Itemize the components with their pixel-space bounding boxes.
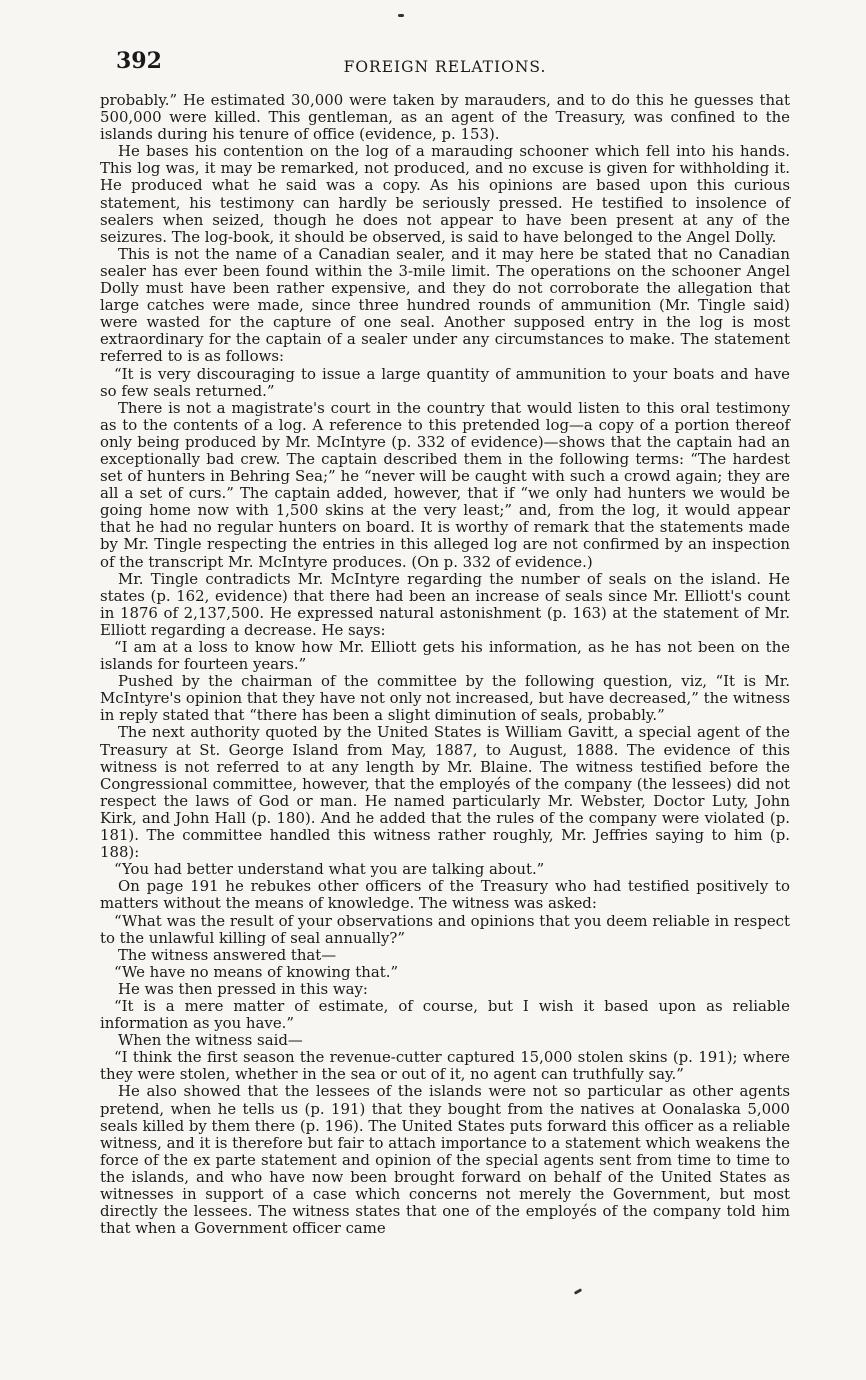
- paragraph: He bases his contention on the log of a marauding schooner which fell into his hands. This log was, it may be remarked, not produced, and no excuse is given for withholding it. He produced what he said was a copy. As his opinions are based upon this curious statement, his testimony can hardly be seriously pressed. He testified to insolence of sealers when seized, though he does not appear to have been present at any of the seizures. The log-book, it should be observed, is said to have belonged to the Angel Dolly.: [100, 142, 790, 246]
- paragraph: Mr. Tingle contradicts Mr. McIntyre regarding the number of seals on the island. He states (p. 162, evidence) that there had been an increase of seals since Mr. Elliott's count in 1876 of 2,137,500. He expressed natural astonishment (p. 163) at the statement of Mr. Elliott regarding a decrease. He says:: [100, 569, 790, 639]
- quotation: “It is very discouraging to issue a large quantity of ammunition to your boats and have so few seals returned.”: [100, 364, 790, 400]
- quotation: “We have no means of knowing that.”: [114, 962, 399, 981]
- paragraph: He also showed that the lessees of the islands were not so particular as other agents pretend, when he tells us (p. 191) that they bought from the natives at Oonalaska 5,000 seals killed by them there (p. 196). The United States puts forward this officer as a reliable witness, and it is therefore but fair to attach importance to a statement which weakens the force of the ex parte statement and opinion of the special agents sent from time to time to the islands, and who have now been brought forward on behalf of the United States as witnesses in support of a case which concerns not merely the Government, but most directly the lessees. The witness states that one of the employés of the company told him that when a Government officer came: [100, 1082, 791, 1238]
- quotation: “It is a mere matter of estimate, of course, but I wish it based upon as reliable information as you have.”: [100, 996, 790, 1033]
- body-text: [100, 92, 790, 1237]
- paragraph: On page 191 he rebukes other officers of the Treasury who had testified positively to matters without the means of knowledge. The witness was asked:: [100, 877, 790, 913]
- ink-speck-bottom: [574, 1288, 582, 1295]
- quotation: “I am at a loss to know how Mr. Elliott gets his information, as he has not been on the islands for fourteen years.”: [100, 638, 790, 674]
- page-header: [100, 40, 790, 92]
- paragraph: This is not the name of a Canadian sealer, and it may here be stated that no Canadian sealer has ever been found within the 3-mile limit. The operations on the schooner Angel Dolly must have been rather expensive, and they do not corroborate the allegation that large catches were made, since three hundred rounds of ammunition (Mr. Tingle said) were wasted for the capture of one seal. Another supposed entry in the log is most extraordinary for the captain of a sealer under any circumstances to make. The statement referred to is as follows:: [100, 244, 790, 366]
- quotation: “What was the result of your observations and opinions that you deem reliable in respect to the unlawful killing of seal annually?”: [100, 911, 790, 947]
- paragraph: He was then pressed in this way:: [118, 979, 368, 998]
- quotation: “I think the first season the revenue-cutter captured 15,000 stolen skins (p. 191); where they were stolen, whether in the sea or out of it, no agent can truthfully say.”: [100, 1048, 790, 1084]
- running-head: FOREIGN RELATIONS.: [343, 58, 547, 76]
- document-page: [100, 40, 790, 1237]
- paragraph: When the witness said—: [118, 1031, 303, 1050]
- paragraph: There is not a magistrate's court in the country that would listen to this oral testimony as to the contents of a log. A reference to this pretended log—a copy of a portion thereof only being produced by Mr. McIntyre (p. 332 of evidence)—shows that the captain had an exceptionally bad crew. The captain described them in the following terms: “The hardest set of hunters in Behring Sea;” he “never will be caught with such a crowd again; they are all a set of curs.” The captain added, however, that if “we only had hunters we would be going home now with 1,500 skins at the very least;” and, from the log, it would appear that he had no regular hunters on board. It is worthy of remark that the statements made by Mr. Tingle respecting the entries in this alleged log are not confirmed by an inspection of the transcript Mr. McIntyre produces. (On p. 332 of evidence.): [100, 398, 790, 571]
- paragraph: probably.” He estimated 30,000 were taken by marauders, and to do this he guesses that 500,000 were killed. This gentleman, as an agent of the Treasury, was confined to the islands during his tenure of office (evidence, p. 153).: [100, 91, 790, 144]
- quotation: “You had better understand what you are talking about.”: [114, 860, 545, 879]
- paragraph: The next authority quoted by the United States is William Gavitt, a special agent of the Treasury at St. George Island from May, 1887, to August, 1888. The evidence of this witness is not referred to at any length by Mr. Blaine. The witness testified before the Congressional committee, however, that the employés of the company (the lessees) did not respect the laws of God or man. He named particularly Mr. Webster, Doctor Luty, John Kirk, and John Hall (p. 180). And he added that the rules of the company were violated (p. 181). The committee handled this witness rather roughly, Mr. Jeffries saying to him (p. 188):: [100, 723, 790, 862]
- paragraph: Pushed by the chairman of the committee by the following question, viz, “It is Mr. McIntyre's opinion that they have not only not increased, but have decreased,” the witness in reply stated that “there has been a slight diminution of seals, probably.”: [100, 672, 790, 725]
- ink-speck-top: [398, 14, 404, 17]
- paragraph: The witness answered that—: [118, 945, 337, 964]
- page-number: 392: [116, 48, 162, 74]
